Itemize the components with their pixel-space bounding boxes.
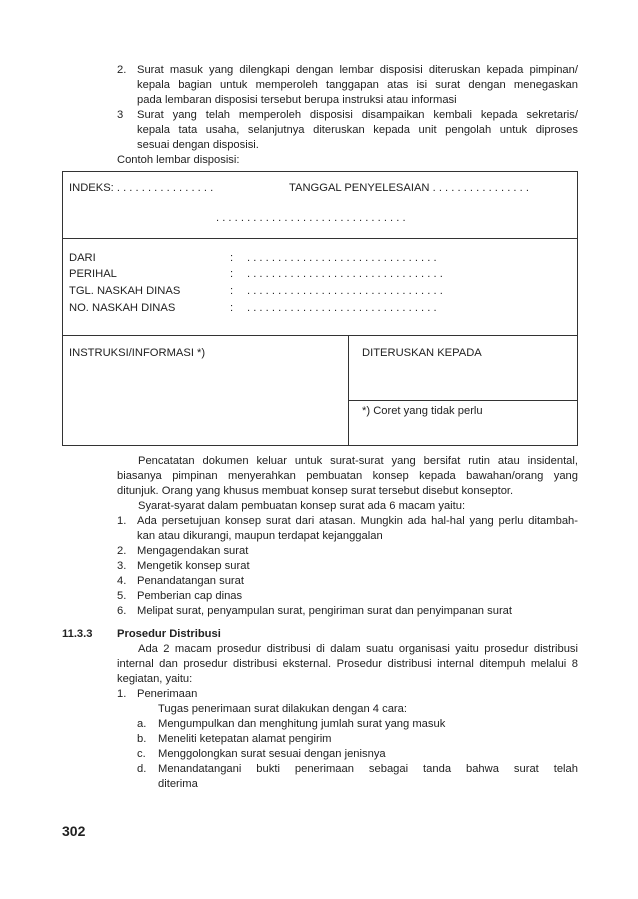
paragraph-line: internal dan prosedur distribusi eksternal. Prosedur distribusi internal ditempuh melalui 8 [117, 658, 578, 670]
list-item: Melipat surat, penyampulan surat, pengiriman surat dan penyimpanan surat [137, 605, 512, 617]
list-number: 2. [117, 64, 127, 76]
list-number: 1. [117, 688, 127, 700]
list-letter: c. [137, 748, 146, 760]
paragraph-line: Syarat-syarat dalam pembuatan konsep surat ada 6 macam yaitu: [138, 500, 466, 512]
form-divider [62, 238, 578, 239]
list-item-line: kan atau dikurangi, maupun terdapat kejanggalan [137, 530, 383, 542]
instruksi-label: INSTRUKSI/INFORMASI *) [69, 347, 206, 359]
list-item: Mengetik konsep surat [137, 560, 250, 572]
list-number: 3 [117, 109, 124, 121]
list-number: 6. [117, 605, 127, 617]
list-number: 4. [117, 575, 127, 587]
list-number: 3. [117, 560, 127, 572]
page-number: 302 [62, 823, 86, 839]
tanggal-penyelesaian-field: TANGGAL PENYELESAIAN . . . . . . . . . . . . . . . . [289, 182, 529, 194]
field-label-no-naskah-dinas: NO. NASKAH DINAS [69, 302, 176, 314]
list-item-line: Ada persetujuan konsep surat dari atasan. Mungkin ada hal-hal yang perlu ditambah- [137, 515, 578, 527]
list-item-line: Menandatangani bukti penerimaan sebagai tanda bahwa surat telah [158, 763, 578, 775]
field-dots: . . . . . . . . . . . . . . . . . . . . . . . . . . . . . . . . [247, 268, 443, 280]
list-item: Pemberian cap dinas [137, 590, 243, 602]
field-colon: : [230, 252, 234, 264]
list-item: Mengumpulkan dan menghitung jumlah surat yang masuk [158, 718, 446, 730]
paragraph-line: Tugas penerimaan surat dilakukan dengan 4 cara: [158, 703, 407, 715]
subsection-title: Penerimaan [137, 688, 198, 700]
paragraph-line: biasanya pimpinan menyerahkan pembuatan konsep kepada bawahan/orang yang [117, 470, 578, 482]
dotted-line: . . . . . . . . . . . . . . . . . . . . . . . . . . . . . . . [216, 212, 406, 224]
field-label-tgl-naskah-dinas: TGL. NASKAH DINAS [69, 285, 181, 297]
list-number: 1. [117, 515, 127, 527]
paragraph-line: ditunjuk. Orang yang khusus membuat konsep surat tersebut disebut konseptor. [117, 485, 514, 497]
paragraph-line: kegiatan, yaitu: [117, 673, 193, 685]
list-item-line: kepala tata usaha, selanjutnya diteruskan kepada unit pengolah untuk diproses [137, 124, 578, 136]
field-colon: : [230, 302, 234, 314]
paragraph-line: Ada 2 macam prosedur distribusi di dalam suatu organisasi yaitu prosedur distribusi [138, 643, 578, 655]
form-divider [348, 335, 349, 446]
list-item-line: Surat yang telah memperoleh disposisi disampaikan kembali kepada sekretaris/ [137, 109, 578, 121]
list-item-line: Surat masuk yang dilengkapi dengan lembar disposisi diteruskan kepada pimpinan/ [137, 64, 578, 76]
list-item: Menggolongkan surat sesuai dengan jenisnya [158, 748, 386, 760]
list-item-line: kepala bagian untuk memperoleh tanggapan atas isi surat dengan menegaskan [137, 79, 578, 91]
list-item: Penandatangan surat [137, 575, 244, 587]
list-item: Meneliti ketepatan alamat pengirim [158, 733, 332, 745]
list-letter: d. [137, 763, 147, 775]
field-colon: : [230, 285, 234, 297]
section-title: Prosedur Distribusi [117, 628, 221, 640]
field-label-perihal: PERIHAL [69, 268, 117, 280]
list-item: Mengagendakan surat [137, 545, 249, 557]
example-label: Contoh lembar disposisi: [117, 154, 240, 166]
list-item-line: pada lembaran disposisi tersebut berupa instruksi atau informasi [137, 94, 457, 106]
list-item-line: sesuai dengan disposisi. [137, 139, 259, 151]
coret-note: *) Coret yang tidak perlu [362, 405, 483, 417]
diteruskan-label: DITERUSKAN KEPADA [362, 347, 482, 359]
field-dots: . . . . . . . . . . . . . . . . . . . . . . . . . . . . . . . [247, 252, 437, 264]
indeks-field: INDEKS: . . . . . . . . . . . . . . . . [69, 182, 214, 194]
list-number: 5. [117, 590, 127, 602]
field-dots: . . . . . . . . . . . . . . . . . . . . . . . . . . . . . . . [247, 302, 437, 314]
form-divider [348, 400, 578, 401]
field-dots: . . . . . . . . . . . . . . . . . . . . . . . . . . . . . . . . [247, 285, 443, 297]
paragraph-line: Pencatatan dokumen keluar untuk surat-surat yang bersifat rutin atau insidental, [138, 455, 578, 467]
list-item-line: diterima [158, 778, 198, 790]
list-letter: b. [137, 733, 147, 745]
section-number: 11.3.3 [62, 628, 93, 640]
field-colon: : [230, 268, 234, 280]
list-number: 2. [117, 545, 127, 557]
form-divider [62, 335, 578, 336]
list-letter: a. [137, 718, 147, 730]
field-label-dari: DARI [69, 252, 96, 264]
